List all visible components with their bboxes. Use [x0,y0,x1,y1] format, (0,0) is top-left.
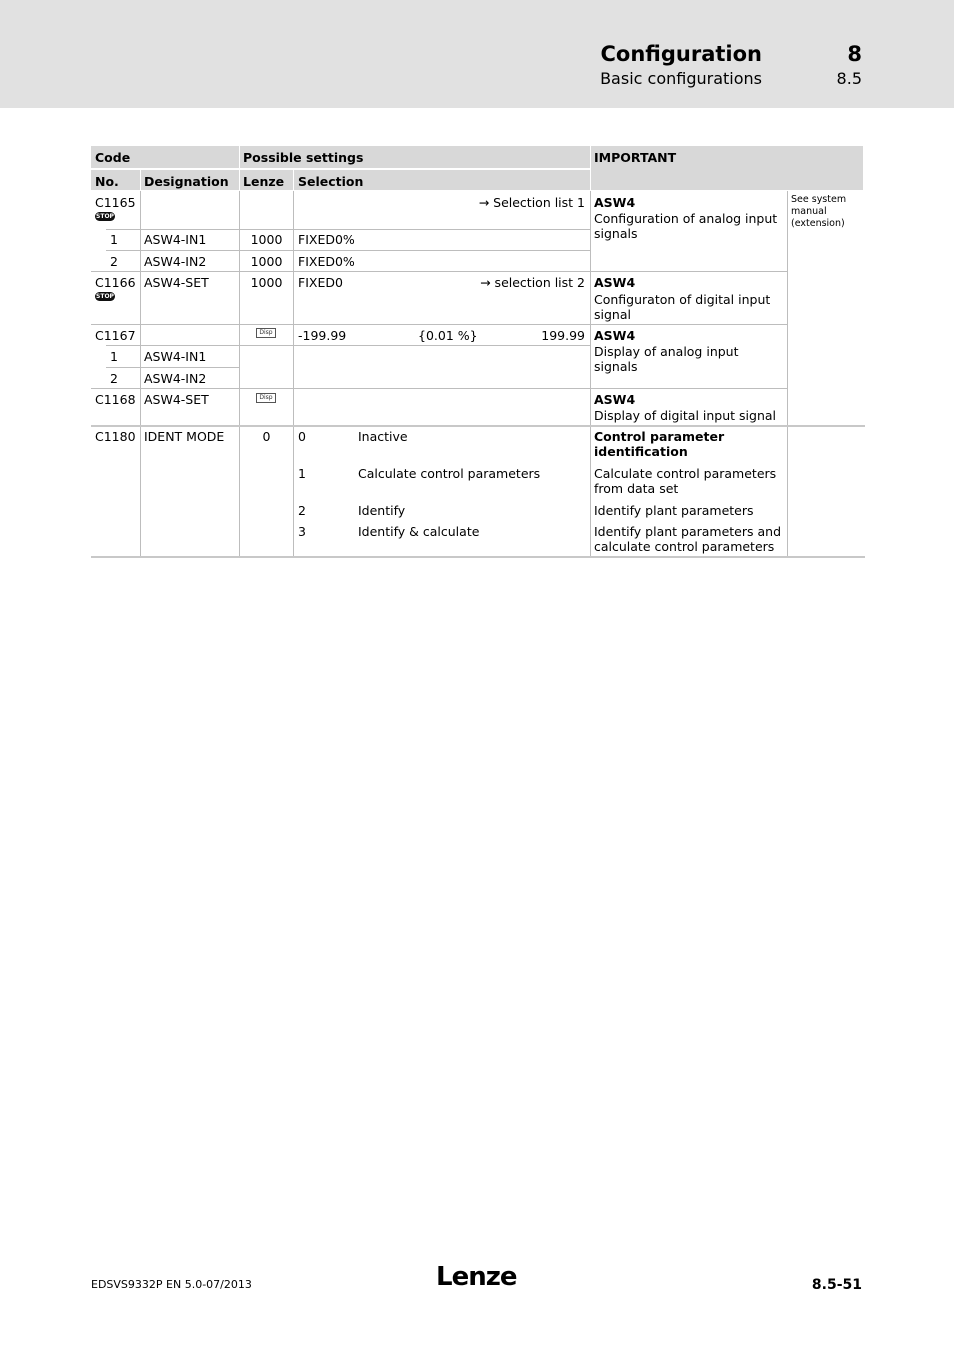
display-only-icon: Disp [256,393,276,403]
important-title: ASW4 [594,392,636,407]
important-text: Display of digital input signal [594,408,776,423]
grid-hline [106,250,590,251]
selection-ref: → Selection list 1 [478,195,585,210]
sub-designation: ASW4-IN2 [144,254,207,269]
grid-hline [106,367,240,368]
lenze-value: 0 [262,429,271,444]
header-selection: Selection [298,174,364,189]
side-note: See system manual (extension) [791,194,847,229]
grid-vline [590,191,591,557]
lenze-logo: Lenze [436,1262,517,1292]
grid-hline [91,271,787,272]
grid-hline [91,556,865,558]
chapter-number: 8 [847,42,862,66]
sub-selection: FIXED0% [298,254,355,269]
header-important: IMPORTANT [594,150,677,165]
code-c1167: C1167 [95,328,136,343]
lenze-value: 1000 [250,275,283,290]
selection-ref: → selection list 2 [480,275,585,290]
sub-no: 2 [110,371,118,386]
chapter-title: Configuration [600,42,762,66]
section-title: Basic configurations [600,69,762,88]
sub-no: 1 [110,349,118,364]
option-label: Identify [358,503,406,518]
range-step: {0.01 %} [418,328,478,343]
sub-no: 2 [110,254,118,269]
important-text: Configuraton of digital input signal [594,292,771,322]
section-number: 8.5 [836,69,862,88]
sub-lenze: 1000 [250,254,283,269]
code-c1168: C1168 [95,392,136,407]
important-text: Display of analog input signals [594,344,739,374]
range-min: -199.99 [298,328,347,343]
header-no: No. [95,174,119,189]
grid-hline [91,388,787,389]
option-value: 0 [298,429,306,444]
option-value: 3 [298,524,306,539]
important-title: ASW4 [594,195,636,210]
grid-hline [240,345,590,346]
option-value: 1 [298,466,306,481]
grid-hline [106,345,240,346]
display-only-icon: Disp [256,328,276,338]
option-important: Calculate control parameters from data set [594,466,777,496]
important-title: Control parameter identification [594,429,725,459]
sub-designation: ASW4-IN2 [144,371,207,386]
code-c1165: C1165 [95,195,136,210]
doc-id: EDSVS9332P EN 5.0-07/2013 [91,1278,252,1291]
option-value: 2 [298,503,306,518]
grid-hline [91,324,787,325]
designation: ASW4-SET [144,275,209,290]
designation: IDENT MODE [144,429,225,444]
selection-value: FIXED0 [298,275,343,290]
sub-selection: FIXED0% [298,232,355,247]
option-label: Inactive [358,429,408,444]
important-title: ASW4 [594,328,636,343]
grid-vline [140,191,141,557]
sub-designation: ASW4-IN1 [144,349,207,364]
page-number: 8.5-51 [811,1277,862,1293]
important-text: Configuration of analog input signals [594,211,778,241]
option-label: Identify & calculate [358,524,480,539]
stop-icon: STOP [96,213,114,220]
option-important: Identify plant parameters and calculate control parameters [594,524,782,554]
option-label: Calculate control parameters [358,466,541,481]
header-designation: Designation [144,174,229,189]
header-possible-settings: Possible settings [243,150,364,165]
header-code: Code [95,150,131,165]
grid-vline [293,191,294,557]
header-lenze: Lenze [243,174,285,189]
sub-lenze: 1000 [250,232,283,247]
code-c1180: C1180 [95,429,136,444]
grid-hline [91,425,865,427]
sub-no: 1 [110,232,118,247]
code-c1166: C1166 [95,275,136,290]
sub-designation: ASW4-IN1 [144,232,207,247]
grid-vline [787,191,788,557]
stop-icon: STOP [96,293,114,300]
range-max: 199.99 [541,328,585,343]
code-table [0,0,954,600]
important-title: ASW4 [594,275,636,290]
designation: ASW4-SET [144,392,209,407]
option-important: Identify plant parameters [594,503,754,518]
grid-hline [106,229,590,230]
